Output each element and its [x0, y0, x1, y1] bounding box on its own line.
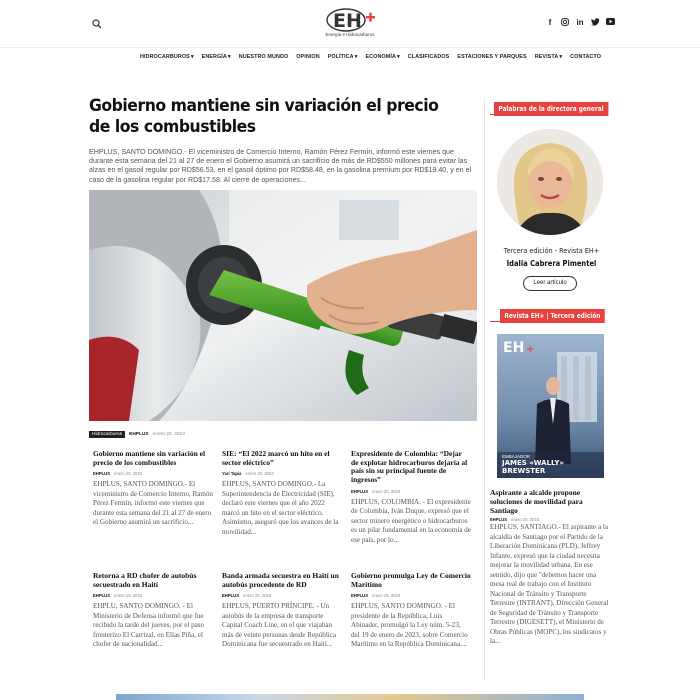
article-card[interactable]	[351, 572, 471, 650]
svg-text:+: +	[526, 344, 535, 355]
sidebar-article-title[interactable]: Aspirante a alcalde propone soluciones de movilidad para Santiago	[490, 488, 583, 515]
main-excerpt: EHPLUS, SANTO DOMINGO.- El viceministro de Comercio Interno, Ramón Pérez Fermín, informó este viernes que durante esta semana del 21 al 27 de enero el Gobierno asumirá un sacrificio de más de RD$550 millones para evitar las alzas en el gasoil regular por RD$56.53, en el gasoil óptimo por RD$58.48, en la gasolina premium por RD$19.40, y en el caso de la gasolina regular por RD$17.58. Al cierre de operaciones...	[89, 148, 472, 184]
nav-item-econom-a[interactable]: ECONOMÍA	[365, 54, 396, 60]
nav-item-pol-tica[interactable]: POLÍTICA	[327, 54, 354, 60]
article-excerpt: EHPLUS, PUERTO PRÍNCIPE. - Un autobús de la empresa de transporte Capital Coach Line, en el que viajaban más de veinte personas desde República Dominicana fue secuestrado en Haití...	[222, 602, 337, 649]
nav-item-nuestro-mundo[interactable]: NUESTRO MUNDO	[238, 54, 289, 60]
chevron-down-icon: ▾	[190, 54, 194, 60]
article-excerpt: EHPLUS, SANTO DOMINGO. - El presidente de la República, Luis Abinader, promulgó la Ley núm. 5-23, del 19 de enero de 2023, sobre Comercio Marítimo en la República Dominicana....	[351, 602, 468, 649]
sidebar-divider	[484, 100, 485, 680]
article-title[interactable]: Expresidente de Colombia: “Dejar de explotar hidrocarburos dejaría al país sin su principal fuente de ingresos”	[351, 449, 468, 485]
twitter-icon[interactable]	[591, 18, 599, 27]
section-label-director: Palabras de la directora general	[494, 102, 608, 116]
nav-item-revista[interactable]: REVISTA	[534, 54, 559, 60]
article-author[interactable]: EHPLUS	[222, 593, 239, 599]
nav-item-clasificados[interactable]: CLASIFICADOS	[407, 54, 450, 60]
category-badge[interactable]: Hidrocarburos	[89, 431, 125, 438]
logo-subtitle: Energía e Hidrocarburos	[325, 32, 375, 37]
hero-image-fuel-pump[interactable]	[89, 190, 477, 421]
nav-item-energ-a[interactable]: ENERGÍA	[201, 54, 227, 60]
article-excerpt: EHPLUS, SANTO DOMINGO.- La Superintendencia de Electricidad (SIE), declaró este viernes que el año 2022 marcó un hito en el sector eléctrico. Asimismo, aseguró que los avances de la movilidad...	[222, 480, 339, 536]
site-logo[interactable]	[322, 8, 378, 42]
sidebar-article-meta	[490, 517, 539, 522]
linkedin-icon[interactable]: in	[576, 18, 584, 27]
article-title[interactable]: Banda armada secuestra en Haití un autobús procedente de RD	[222, 571, 339, 589]
facebook-icon[interactable]: f	[548, 18, 552, 27]
main-date: enero 20, 2023	[152, 432, 185, 437]
article-date: enero 20, 2023	[245, 471, 274, 477]
article-excerpt: EHPLU, SANTO DOMINGO. - El Ministerio de Defensa informó que fue recibido la tarde del jueves, por el paso fronterizo El Carrizal, en Elías Piña, el chofer de nacionalidad...	[93, 602, 205, 649]
article-card[interactable]	[222, 450, 342, 537]
article-author[interactable]: EHPLUS	[93, 593, 110, 599]
search-icon[interactable]	[91, 17, 103, 29]
chevron-down-icon: ▾	[559, 54, 563, 60]
article-card[interactable]	[351, 450, 471, 545]
director-portrait[interactable]	[497, 129, 603, 235]
article-excerpt: EHPLUS, SANTO DOMINGO.- El viceministro de Comercio Interno, Ramón Pérez Fermín, informó este viernes que durante esta semana del 21 al 27 de enero el Gobierno asumirá un sacrificio...	[93, 480, 213, 527]
site-header	[0, 0, 700, 48]
article-date: enero 20, 2023	[114, 471, 143, 477]
article-card[interactable]	[93, 450, 213, 528]
logo-mark	[322, 8, 378, 32]
article-excerpt: EHPLUS, COLOMBIA. - El expresidente de Colombia, Iván Duque, expresó que el sector minero energético o hidrocarburos es un pilar fundamental en la economía de ese país, por lo...	[351, 497, 471, 544]
nav-item-opinion[interactable]: OPINION	[296, 54, 320, 60]
director-name: Idalia Cabrera Pimentel	[506, 259, 597, 268]
sidebar-article-excerpt: EHPLUS, SANTIAGO.- El aspirante a la alcaldía de Santiago por el Partido de la Liberación Dominicana (PLD), Jeffrey Infante, expresó que la ciudad necesita mejorar la movilidad urbana. En ese sentido, dijo que "debemos hacer una mesa real de trabajo con el Instituto Nacional de Tránsito y Transporte Terrestre (INTRANT), Dirección General de Seguridad de Tránsito y Transporte Terrestre (DIGESETT), el Ministerio de Obras Públicas (MOPC), los sindicatos y la...	[490, 523, 609, 645]
main-nav	[140, 54, 601, 60]
article-card[interactable]	[93, 572, 213, 650]
article-author[interactable]: Yari Tapia	[222, 471, 242, 477]
magazine-cover[interactable]	[497, 334, 604, 478]
main-headline[interactable]: Gobierno mantiene sin variación el precio de los combustibles	[89, 96, 439, 137]
article-author[interactable]: EHPLUS	[351, 593, 368, 599]
article-title[interactable]: Retorna a RD chofer de autobús secuestrado en Haití	[93, 571, 197, 589]
article-date: enero 20, 2023	[243, 593, 272, 599]
article-title[interactable]: Gobierno mantiene sin variación el precio de los combustibles	[93, 449, 206, 467]
section-label-magazine: Revista EH+ | Tercera edición	[500, 309, 605, 323]
chevron-down-icon: ▾	[354, 54, 358, 60]
article-title[interactable]: SIE: “El 2022 marcó un hito en el sector eléctrico”	[222, 449, 330, 467]
nav-item-hidrocarburos[interactable]: HIDROCARBUROS	[140, 54, 190, 60]
bottom-banner-image[interactable]	[116, 694, 584, 700]
chevron-down-icon: ▾	[396, 54, 400, 60]
article-date: enero 20, 2023	[372, 488, 401, 494]
article-date: enero 19, 2023	[372, 593, 401, 599]
svg-text:EH: EH	[503, 340, 525, 356]
social-links	[546, 18, 614, 27]
main-author[interactable]: EHPLUS	[129, 432, 149, 437]
chevron-down-icon: ▾	[227, 54, 231, 60]
sidebar-article-author[interactable]: EHPLUS	[490, 517, 507, 522]
article-author[interactable]: EHPLUS	[351, 488, 368, 494]
youtube-icon[interactable]	[606, 18, 614, 27]
article-title[interactable]: Gobierno promulga Ley de Comercio Marítimo	[351, 571, 471, 589]
magazine-name: JAMES «WALLY» BREWSTER	[502, 459, 565, 475]
director-caption: Tercera edición - Revista EH+	[503, 246, 600, 255]
read-article-button[interactable]: Leer artículo	[523, 276, 577, 291]
article-author[interactable]: EHPLUS	[93, 471, 110, 477]
instagram-icon[interactable]	[561, 18, 569, 27]
svg-text:EH: EH	[333, 10, 362, 32]
nav-item-estaciones-y-parques[interactable]: ESTACIONES Y PARQUES	[457, 54, 527, 60]
magazine-tag: EMBAJADOR	[502, 454, 531, 459]
sidebar-article-date: enero 20, 2023	[511, 517, 540, 522]
main-meta	[89, 431, 185, 438]
article-date: enero 19, 2023	[114, 593, 143, 599]
nav-item-contacto[interactable]: CONTACTO	[570, 54, 602, 60]
article-card[interactable]	[222, 572, 342, 650]
